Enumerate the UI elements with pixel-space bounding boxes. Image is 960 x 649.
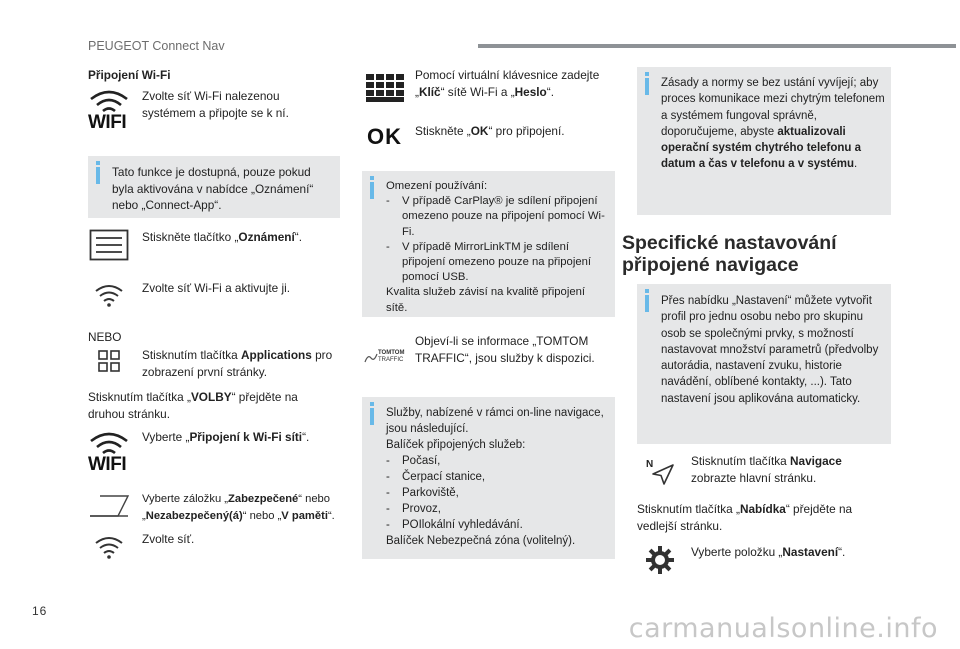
settings-gear-icon — [645, 545, 675, 580]
tomtom-label-line1: TOMTOM — [378, 350, 405, 356]
section-title-connected-nav-settings: Specifické nastavování připojené navigace — [622, 232, 837, 276]
tomtom-label-line2: TRAFFIC — [378, 357, 404, 363]
list-item: - POIlokální vyhledávání. — [386, 519, 523, 531]
wifi-section-heading: Připojení Wi-Fi — [88, 68, 171, 82]
step-press-menu: Stisknutím tlačítka „Nabídka“ přejděte na vedlejší stránku. — [637, 502, 853, 533]
wifi-logo-icon — [88, 88, 130, 134]
note-usage-title: Omezení používání: — [386, 180, 488, 192]
note-box-services — [362, 397, 615, 559]
wifi-icon — [94, 282, 124, 313]
keyboard-icon — [366, 74, 404, 107]
step-select-wifi: Zvolte síť Wi-Fi nalezenou systémem a připojte se k ní. — [142, 89, 289, 120]
note-marker — [370, 408, 374, 425]
note-usage-footer: Kvalita služeb závisí na kvalitě připojení sítě. — [386, 286, 586, 314]
note-profiles-text: Přes nabídku „Nastavení“ můžete vytvořit profil pro jednu osobu nebo pro skupinu osob se společnými prvky, s možností nastavovat množství parametrů (předvolby autorádia, nastavení zvuku, historie navádění, oblíbené kontakty, ...). Tato nastavení jsou aplikována automaticky. — [661, 295, 879, 405]
note-marker — [370, 182, 374, 199]
step-press-navigation: Stisknutím tlačítka Navigace zobrazte hlavní stránku. — [691, 454, 842, 485]
note-services-intro: Služby, nabízené v rámci on-line navigace, jsou následující. — [386, 407, 604, 435]
svg-text:N: N — [646, 459, 654, 470]
note-services-text — [386, 405, 609, 549]
note-smartphone-update-text: Zásady a normy se bez ustání vyvíjejí; aby proces komunikace mezi chytrým telefonem a systémem fungoval správně, doporučujeme, abyste aktualizovali operační systém chytrého telefonu a datum a čas v telefonu a v systému. — [661, 77, 885, 171]
wifi-icon — [94, 534, 124, 565]
note-availability-text: Tato funkce je dostupná, pouze pokud byla aktivována v nabídce „Oznámení“ nebo „Connect-App“. — [112, 165, 314, 212]
step-press-applications: Stisknutím tlačítka Applications pro zobrazení první stránky. — [142, 348, 333, 379]
notifications-icon — [89, 229, 129, 266]
step-press-options: Stisknutím tlačítka „VOLBY“ přejděte na druhou stránku. — [88, 390, 298, 421]
tab-icon — [88, 494, 130, 523]
note-usage-item: - V případě CarPlay® je sdílení připojení omezeno pouze na připojení pomocí Wi-Fi. — [386, 195, 605, 238]
list-item: - Počasí, — [386, 455, 441, 467]
note-box-availability — [88, 156, 340, 218]
step-activate-wifi: Zvolte síť Wi-Fi a aktivujte ji. — [142, 281, 290, 295]
step-press-notifications: Stiskněte tlačítko „Oznámení“. — [142, 230, 302, 244]
step-tomtom-traffic: Objeví-li se informace „TOMTOM TRAFFIC“, jsou služby k dispozici. — [415, 334, 595, 365]
note-usage-item: - V případě MirrorLinkTM je sdílení připojení omezeno pouze na připojení pomocí USB. — [386, 240, 592, 284]
list-item: - Provoz, — [386, 503, 441, 515]
ok-icon: OK — [367, 124, 402, 149]
header-divider-bar — [478, 44, 956, 48]
note-usage-limits-text — [386, 179, 609, 316]
note-services-pack2: Balíček Nebezpečná zóna (volitelný). — [386, 535, 576, 547]
manual-header-title: PEUGEOT Connect Nav — [88, 39, 225, 53]
note-services-pack1: Balíček připojených služeb: — [386, 439, 526, 451]
applications-icon — [98, 350, 120, 377]
step-select-tab: Vyberte záložku „Zabezpečené“ nebo „Nezabezpečený(á)“ nebo „V paměti“. — [142, 493, 335, 522]
step-select-network: Zvolte síť. — [142, 532, 195, 546]
note-marker — [96, 167, 100, 184]
wifi-logo-icon — [88, 430, 130, 476]
navigation-icon — [646, 457, 676, 492]
note-marker — [645, 295, 649, 312]
step-select-wifi-connection: Vyberte „Připojení k Wi-Fi síti“. — [142, 430, 310, 444]
site-watermark: carmanualsonline.info — [628, 613, 938, 644]
note-box-usage-limits — [362, 171, 615, 317]
note-box-smartphone-update — [637, 67, 891, 215]
tomtom-traffic-icon — [364, 350, 408, 366]
note-box-profiles — [637, 284, 891, 444]
page-number: 16 — [32, 604, 48, 618]
step-select-settings: Vyberte položku „Nastavení“. — [691, 545, 846, 559]
wifi-logo-text: WIFI — [88, 454, 127, 475]
wifi-logo-text: WIFI — [88, 112, 127, 133]
step-enter-key-password: Pomocí virtuální klávesnice zadejte „Klíč“ sítě Wi-Fi a „Heslo“. — [415, 68, 600, 99]
or-separator: NEBO — [88, 330, 122, 344]
list-item: - Čerpací stanice, — [386, 471, 486, 483]
step-press-ok: Stiskněte „OK“ pro připojení. — [415, 124, 565, 138]
note-marker — [645, 78, 649, 95]
list-item: - Parkoviště, — [386, 487, 459, 499]
